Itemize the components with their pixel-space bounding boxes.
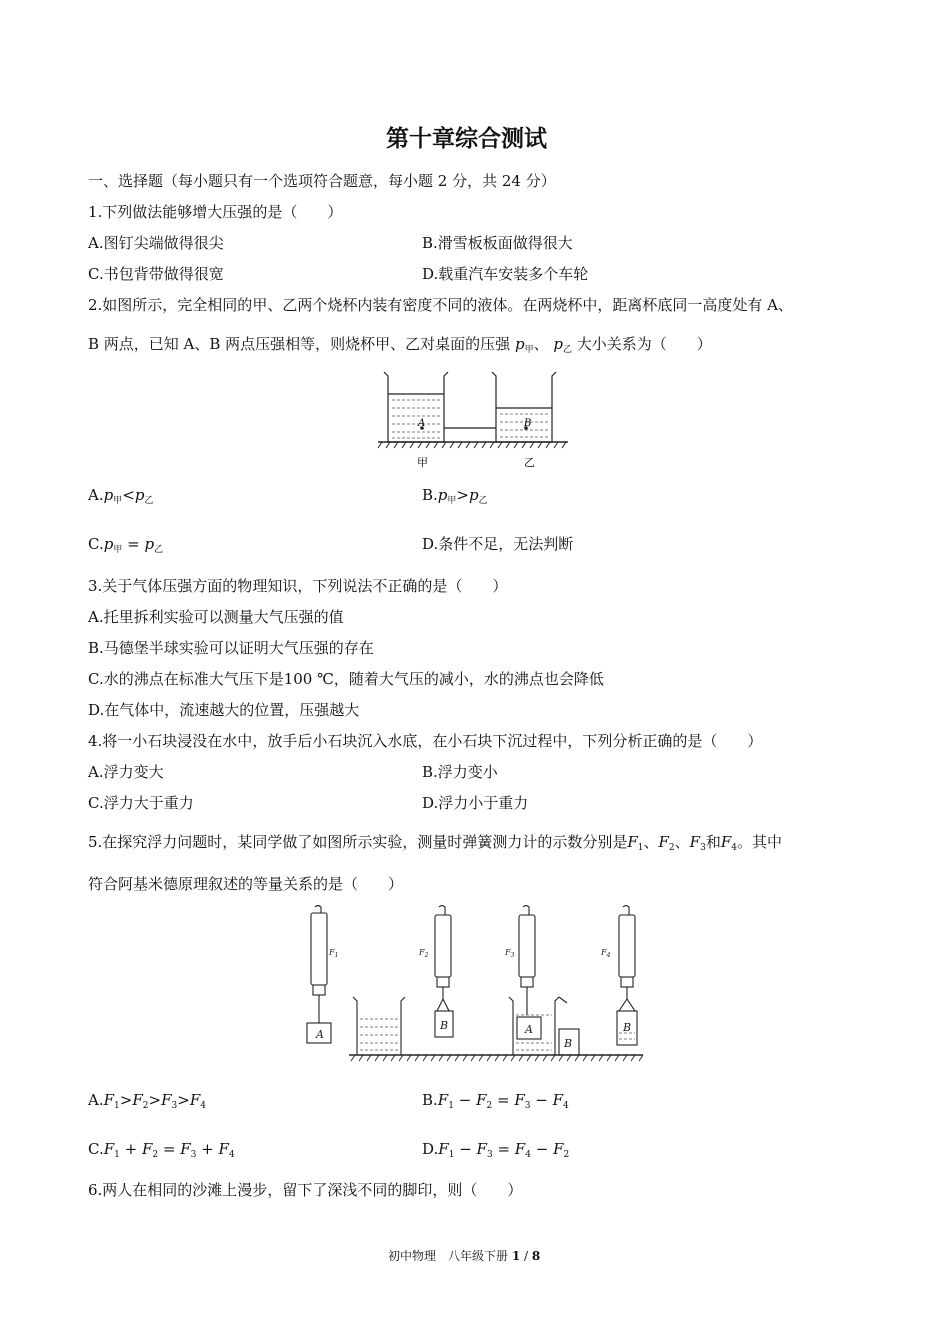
question-1-option-b: B.滑雪板板面做得很大 [422, 234, 573, 252]
question-5-stem-line1: 5.在探究浮力问题时，某同学做了如图所示实验，测量时弹簧测力计的示数分别是$F_1$、$F_2$、$F_3$和$F_4$。其中 [88, 833, 783, 853]
f1-label: $F_1$ [329, 948, 339, 959]
question-5-option-c: $C.F_1 + F_2 = F_3 + F_4$ [88, 1140, 235, 1160]
point-b-label: B [524, 418, 532, 429]
question-6-stem: 6.两人在相同的沙滩上漫步，留下了深浅不同的脚印，则（ ） [88, 1181, 523, 1199]
question-2-option-c: $C.p_甲 = p_乙$ [88, 535, 164, 555]
question-1-stem: 1.下列做法能够增大压强的是（ ） [88, 203, 343, 221]
question-3-option-d: D.在气体中，流速越大的位置，压强越大 [88, 701, 360, 719]
block-b-water-label: B [623, 1021, 632, 1034]
question-4-option-c: C.浮力大于重力 [88, 794, 194, 812]
question-3-option-a: A.托里拆利实验可以测量大气压强的值 [88, 608, 344, 626]
block-b-label: B [440, 1019, 449, 1032]
question-2-option-b: $B.p_甲>p_乙$ [422, 486, 488, 506]
question-1-option-a: A.图钉尖端做得很尖 [88, 234, 224, 252]
question-4-option-d: D.浮力小于重力 [422, 794, 529, 812]
question-3-option-b: B.马德堡半球实验可以证明大气压强的存在 [88, 639, 374, 657]
cup-b-label: B [564, 1037, 573, 1050]
beakers-figure [378, 370, 568, 470]
question-5-option-b: $B.F_1 - F_2 = F_3 - F_4$ [422, 1091, 569, 1111]
section-heading: 一、选择题（每小题只有一个选项符合题意，每小题 2 分，共 24 分） [88, 172, 556, 190]
question-2-stem-line2: B 两点，已知 A、B 两点压强相等，则烧杯甲、乙对桌面的压强 $p_甲$、 $p_乙$ 大小关系为（ ） [88, 335, 712, 355]
question-5-option-a: $A.F_1>F_2>F_3>F_4$ [88, 1091, 206, 1111]
spring-scale-figure [305, 905, 645, 1065]
question-4-option-a: A.浮力变大 [88, 763, 164, 781]
question-3-option-c: C.水的沸点在标准大气压下是100 ℃，随着大气压的减小，水的沸点也会降低 [88, 670, 604, 688]
question-4-stem: 4.将一小石块浸没在水中，放手后小石块沉入水底，在小石块下沉过程中，下列分析正确的是（ ） [88, 732, 763, 750]
f2-label: $F_2$ [419, 948, 429, 959]
beaker-jia-label: 甲 [417, 456, 428, 469]
question-4-option-b: B.浮力变小 [422, 763, 498, 781]
question-1-option-d: D.载重汽车安装多个车轮 [422, 265, 589, 283]
page-footer: 初中物理 八年级下册 1 / 8 [388, 1249, 541, 1263]
question-2-option-a: $A.p_甲<p_乙$ [88, 486, 154, 506]
beaker-yi-label: 乙 [524, 456, 535, 469]
question-2-stem-line1: 2.如图所示，完全相同的甲、乙两个烧杯内装有密度不同的液体。在两烧杯中，距离杯底同一高度处有 A、 [88, 296, 793, 314]
question-5-stem-line2: 符合阿基米德原理叙述的等量关系的是（ ） [88, 875, 404, 893]
f3-label: $F_3$ [505, 948, 515, 959]
point-a-label: A [418, 418, 426, 429]
f4-label: $F_4$ [601, 948, 611, 959]
block-a-submerged-label: A [525, 1023, 533, 1036]
question-2-option-d: D.条件不足，无法判断 [422, 535, 574, 553]
page-title: 第十章综合测试 [386, 125, 547, 152]
block-a-label: A [316, 1028, 324, 1041]
question-5-option-d: $D.F_1 - F_3 = F_4 - F_2$ [422, 1140, 570, 1160]
question-3-stem: 3.关于气体压强方面的物理知识，下列说法不正确的是（ ） [88, 577, 508, 595]
question-1-option-c: C.书包背带做得很宽 [88, 265, 224, 283]
